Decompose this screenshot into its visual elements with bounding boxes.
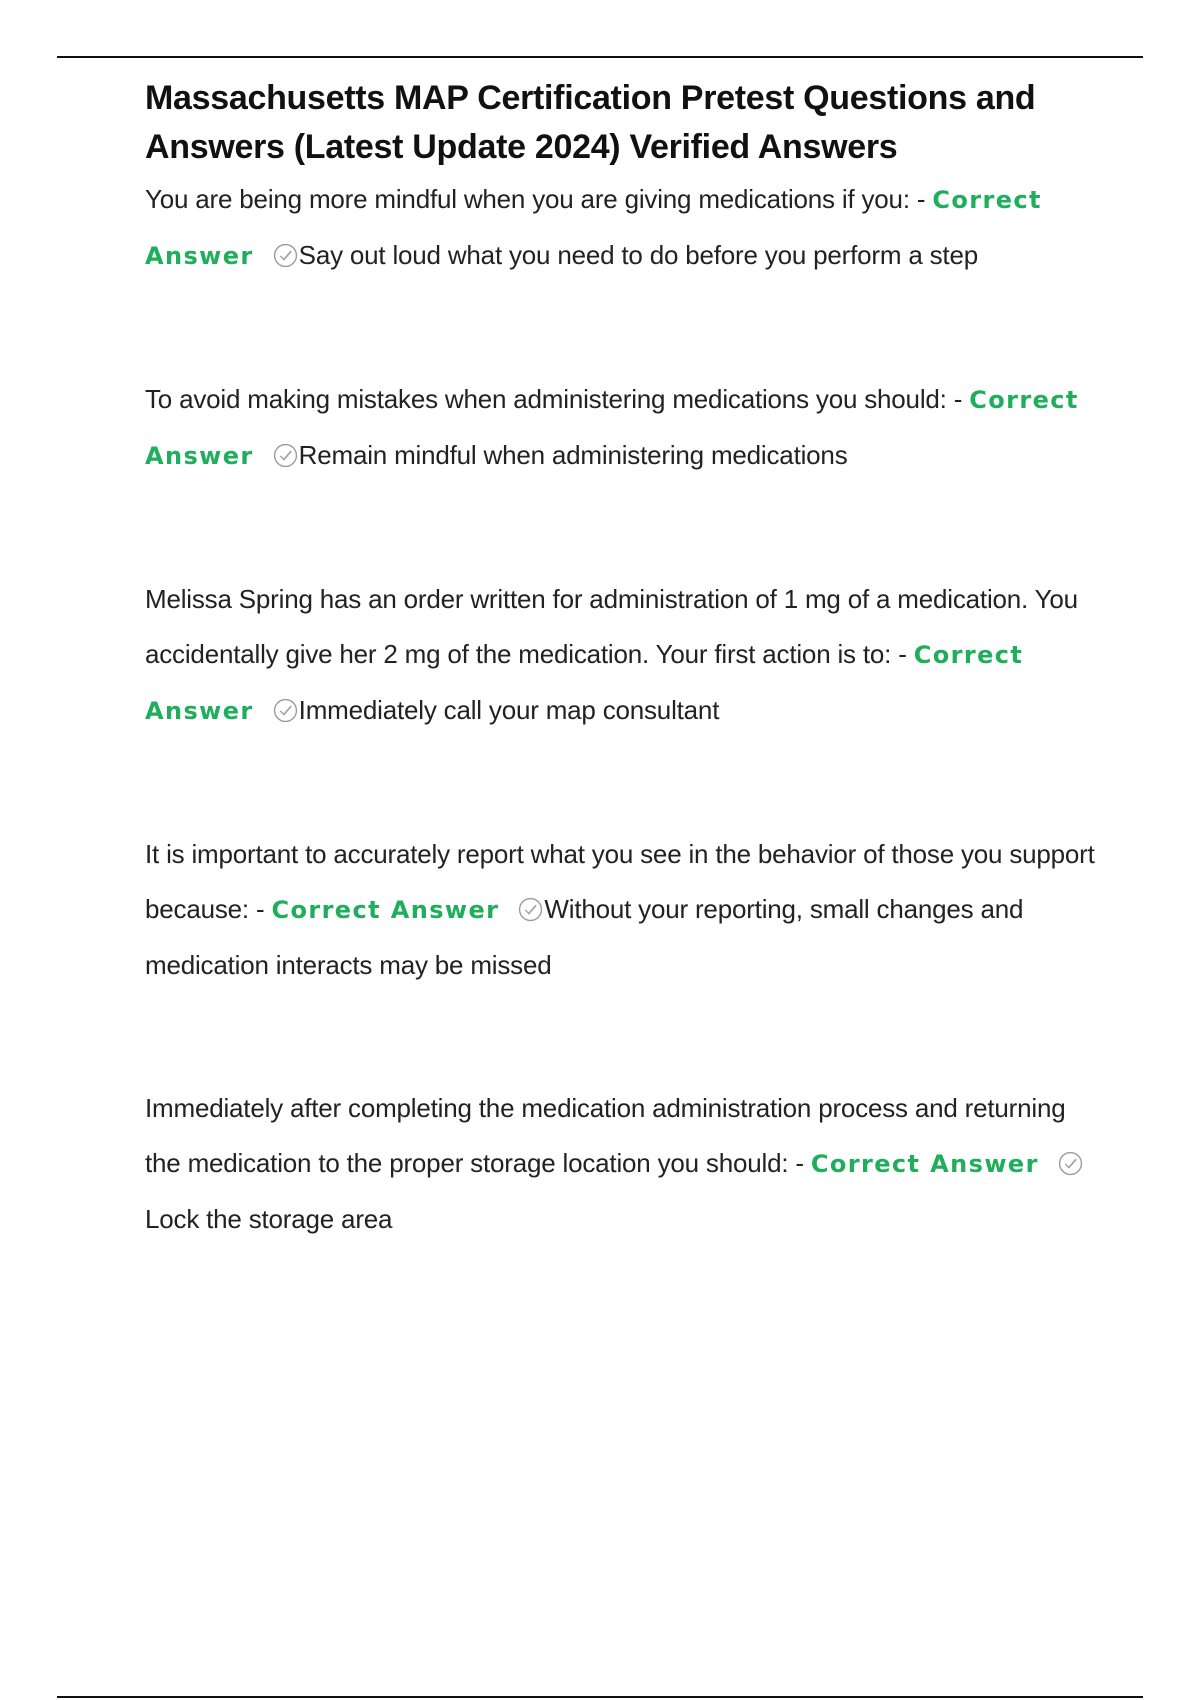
checkmark-circle-icon: [273, 243, 298, 268]
question-text: You are being more mindful when you are giving medications if you: -: [145, 184, 926, 214]
correct-answer-label: Correct Answer: [145, 641, 1024, 725]
correct-answer-label: Correct Answer: [810, 1150, 1039, 1178]
qa-item: [145, 372, 1105, 484]
answer-text: Without your reporting, small changes and medication interacts may be missed: [145, 894, 1024, 980]
correct-answer-label: Correct Answer: [145, 386, 1079, 470]
correct-answer-label: Correct Answer: [145, 186, 1042, 270]
top-rule: [57, 56, 1143, 58]
checkmark-circle-icon: [273, 443, 298, 468]
answer-text: Say out loud what you need to do before you perform a step: [298, 240, 978, 270]
qa-item: [145, 1081, 1105, 1247]
question-text: It is important to accurately report what you see in the behavior of those you support because: -: [145, 839, 1095, 924]
question-text: Immediately after completing the medication administration process and returning the medication to the proper storage location you should: -: [145, 1093, 1066, 1178]
answer-text: Remain mindful when administering medications: [298, 440, 848, 470]
qa-item: [145, 827, 1105, 993]
checkmark-circle-icon: [1058, 1151, 1083, 1176]
correct-answer-label: Correct Answer: [271, 896, 500, 924]
answer-text: Lock the storage area: [145, 1204, 393, 1234]
qa-item: [145, 172, 1105, 284]
checkmark-circle-icon: [518, 897, 543, 922]
question-text: Melissa Spring has an order written for administration of 1 mg of a medication. You accidentally give her 2 mg of the medication. Your first action is to: -: [145, 584, 1078, 669]
qa-item: [145, 572, 1105, 739]
document-body: [145, 74, 1105, 1247]
answer-text: Immediately call your map consultant: [298, 695, 720, 725]
checkmark-circle-icon: [273, 698, 298, 723]
bottom-rule: [57, 1696, 1143, 1698]
page-title: Massachusetts MAP Certification Pretest Questions and Answers (Latest Update 2024) Verified Answers: [145, 79, 1036, 166]
question-text: To avoid making mistakes when administering medications you should: -: [145, 384, 963, 414]
